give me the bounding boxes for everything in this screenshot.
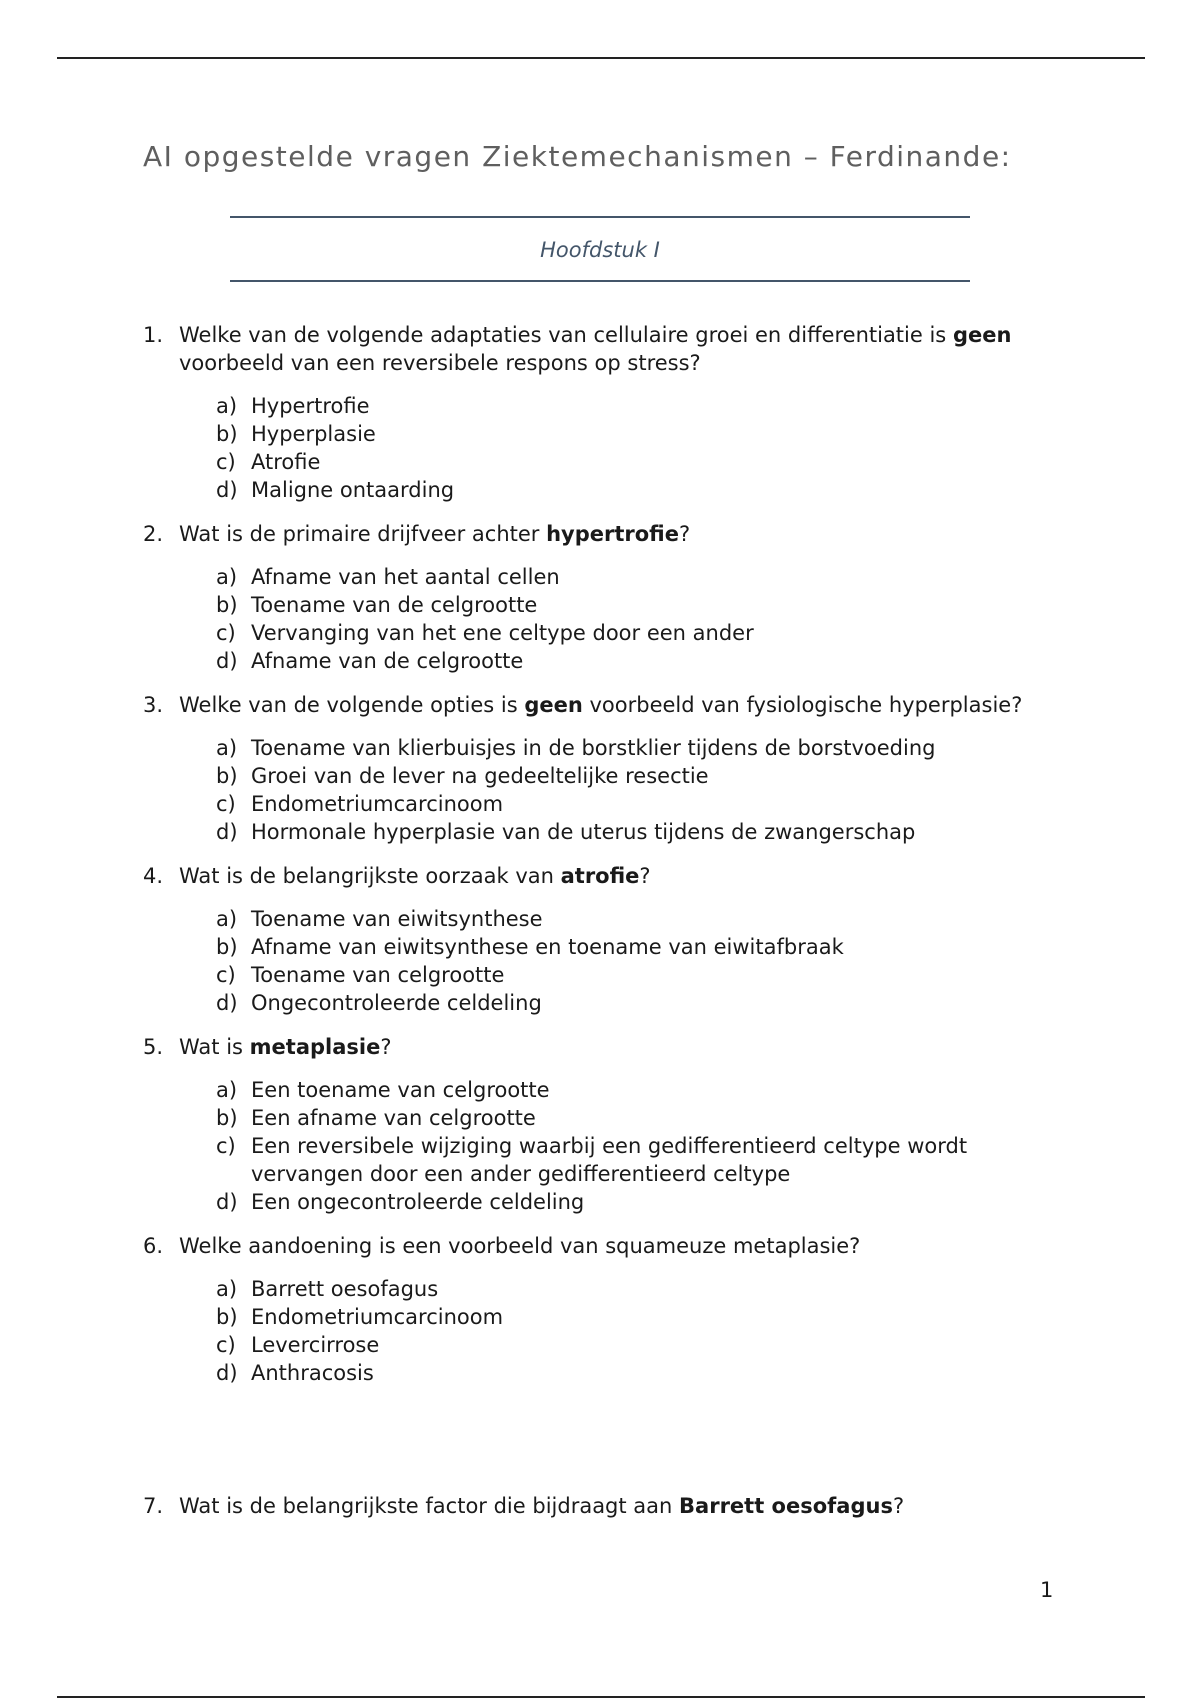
option-letter: a) bbox=[216, 394, 238, 418]
question-emphasis: atrofie bbox=[560, 864, 640, 888]
option-text: Hypertrofie bbox=[251, 394, 370, 418]
option-letter: d) bbox=[216, 649, 238, 673]
question-3 bbox=[143, 691, 1043, 846]
option-text: Groei van de lever na gedeeltelijke resectie bbox=[251, 764, 709, 788]
option-letter: c) bbox=[216, 1333, 236, 1357]
answer-option bbox=[216, 1303, 1043, 1331]
question-4 bbox=[143, 862, 1043, 1017]
answer-option bbox=[216, 448, 1043, 476]
option-text: Een toename van celgrootte bbox=[251, 1078, 550, 1102]
option-letter: d) bbox=[216, 991, 238, 1015]
question-7 bbox=[143, 1492, 1043, 1520]
option-letter: c) bbox=[216, 792, 236, 816]
option-letter: c) bbox=[216, 1134, 236, 1158]
question-number: 2. bbox=[143, 522, 164, 546]
answer-option bbox=[216, 905, 1043, 933]
question-number: 1. bbox=[143, 323, 164, 347]
question-emphasis: hypertrofie bbox=[546, 522, 679, 546]
answer-options bbox=[179, 905, 1043, 1017]
question-text: Wat is metaplasie? bbox=[179, 1035, 392, 1059]
option-text: Toename van celgrootte bbox=[251, 963, 505, 987]
chapter-heading bbox=[230, 216, 970, 282]
question-number: 4. bbox=[143, 864, 164, 888]
option-letter: c) bbox=[216, 621, 236, 645]
option-text: Atrofie bbox=[251, 450, 321, 474]
answer-option bbox=[216, 392, 1043, 420]
option-text: Hormonale hyperplasie van de uterus tijdens de zwangerschap bbox=[251, 820, 916, 844]
option-text: Een ongecontroleerde celdeling bbox=[251, 1190, 585, 1214]
question-1 bbox=[143, 321, 1043, 504]
question-emphasis: metaplasie bbox=[249, 1035, 381, 1059]
answer-option bbox=[216, 818, 1043, 846]
option-text: Hyperplasie bbox=[251, 422, 376, 446]
answer-option bbox=[216, 563, 1043, 591]
option-letter: a) bbox=[216, 565, 238, 589]
answer-options bbox=[179, 563, 1043, 675]
question-text: Wat is de primaire drijfveer achter hypertrofie? bbox=[179, 522, 691, 546]
option-letter: a) bbox=[216, 1078, 238, 1102]
question-text: Welke van de volgende adaptaties van cellulaire groei en differentiatie is geen voorbeeld van een reversibele respons op stress? bbox=[179, 323, 1012, 375]
option-text: Endometriumcarcinoom bbox=[251, 1305, 504, 1329]
option-text: Anthracosis bbox=[251, 1361, 374, 1385]
answer-option bbox=[216, 989, 1043, 1017]
question-number: 5. bbox=[143, 1035, 164, 1059]
answer-option bbox=[216, 647, 1043, 675]
option-text: Vervanging van het ene celtype door een ander bbox=[251, 621, 754, 645]
question-number: 6. bbox=[143, 1234, 164, 1258]
answer-options bbox=[179, 392, 1043, 504]
option-letter: d) bbox=[216, 1361, 238, 1385]
question-number: 7. bbox=[143, 1494, 164, 1518]
option-text: Een afname van celgrootte bbox=[251, 1106, 536, 1130]
option-letter: a) bbox=[216, 907, 238, 931]
option-text: Afname van eiwitsynthese en toename van eiwitafbraak bbox=[251, 935, 844, 959]
answer-option bbox=[216, 1275, 1043, 1303]
option-text: Levercirrose bbox=[251, 1333, 380, 1357]
option-text: Endometriumcarcinoom bbox=[251, 792, 504, 816]
answer-option bbox=[216, 762, 1043, 790]
question-emphasis: geen bbox=[524, 693, 583, 717]
document-title: AI opgestelde vragen Ziektemechanismen – Ferdinande: bbox=[143, 140, 1012, 173]
option-letter: c) bbox=[216, 963, 236, 987]
answer-options bbox=[179, 1076, 1043, 1216]
option-letter: a) bbox=[216, 1277, 238, 1301]
option-letter: d) bbox=[216, 1190, 238, 1214]
option-letter: b) bbox=[216, 593, 238, 617]
option-letter: b) bbox=[216, 422, 238, 446]
question-emphasis: geen bbox=[952, 323, 1012, 347]
answer-option bbox=[216, 1132, 1043, 1188]
question-list bbox=[143, 321, 1043, 1520]
answer-option bbox=[216, 1104, 1043, 1132]
question-text: Welke aandoening is een voorbeeld van squameuze metaplasie? bbox=[179, 1234, 861, 1258]
option-letter: d) bbox=[216, 478, 238, 502]
answer-options bbox=[179, 734, 1043, 846]
question-6 bbox=[143, 1232, 1043, 1387]
answer-option bbox=[216, 1188, 1043, 1216]
option-text: Barrett oesofagus bbox=[251, 1277, 439, 1301]
question-2 bbox=[143, 520, 1043, 675]
header-rule bbox=[57, 57, 1145, 59]
option-text: Toename van klierbuisjes in de borstklier tijdens de borstvoeding bbox=[251, 736, 936, 760]
question-text: Wat is de belangrijkste oorzaak van atrofie? bbox=[179, 864, 651, 888]
option-letter: b) bbox=[216, 764, 238, 788]
option-letter: b) bbox=[216, 1106, 238, 1130]
option-text: Toename van de celgrootte bbox=[251, 593, 538, 617]
option-text: Toename van eiwitsynthese bbox=[251, 907, 543, 931]
question-text: Welke van de volgende opties is geen voorbeeld van fysiologische hyperplasie? bbox=[179, 693, 1023, 717]
question-5 bbox=[143, 1033, 1043, 1216]
option-letter: b) bbox=[216, 935, 238, 959]
answer-option bbox=[216, 933, 1043, 961]
answer-option bbox=[216, 420, 1043, 448]
option-text: Ongecontroleerde celdeling bbox=[251, 991, 542, 1015]
answer-option bbox=[216, 619, 1043, 647]
option-text: Afname van het aantal cellen bbox=[251, 565, 560, 589]
answer-option bbox=[216, 591, 1043, 619]
answer-option bbox=[216, 961, 1043, 989]
answer-option bbox=[216, 1359, 1043, 1387]
answer-options bbox=[179, 1275, 1043, 1387]
option-letter: c) bbox=[216, 450, 236, 474]
answer-option bbox=[216, 476, 1043, 504]
option-letter: d) bbox=[216, 820, 238, 844]
chapter-label: Hoofdstuk I bbox=[540, 238, 660, 262]
option-text: Afname van de celgrootte bbox=[251, 649, 524, 673]
answer-option bbox=[216, 790, 1043, 818]
page-number: 1 bbox=[1040, 1578, 1054, 1602]
option-letter: b) bbox=[216, 1305, 238, 1329]
answer-option bbox=[216, 1076, 1043, 1104]
footer-rule bbox=[57, 1696, 1145, 1698]
option-text: Een reversibele wijziging waarbij een gedifferentieerd celtype wordt vervangen door een ander gedifferentieerd celtype bbox=[251, 1134, 968, 1186]
option-text: Maligne ontaarding bbox=[251, 478, 455, 502]
question-text: Wat is de belangrijkste factor die bijdraagt aan Barrett oesofagus? bbox=[179, 1494, 905, 1518]
option-letter: a) bbox=[216, 736, 238, 760]
answer-option bbox=[216, 1331, 1043, 1359]
question-number: 3. bbox=[143, 693, 164, 717]
answer-option bbox=[216, 734, 1043, 762]
question-emphasis: Barrett oesofagus bbox=[679, 1494, 893, 1518]
